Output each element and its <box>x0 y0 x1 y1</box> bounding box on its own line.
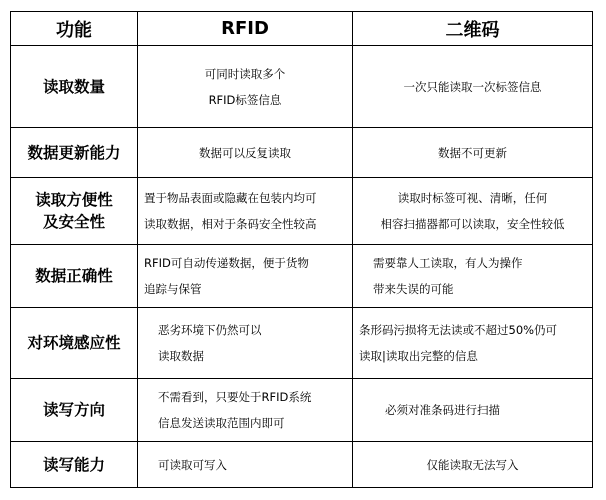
rfid-cell: 置于物品表面或隐藏在包装内均可 读取数据，相对于条码安全性较高 <box>138 178 353 245</box>
row-label: 读写能力 <box>11 442 138 488</box>
row-label: 读取数量 <box>11 46 138 128</box>
row-label: 数据更新能力 <box>11 128 138 178</box>
comparison-table <box>10 11 593 488</box>
rfid-cell: 数据可以反复读取 <box>138 128 353 178</box>
qr-cell: 必须对准条码进行扫描 <box>353 379 593 442</box>
qr-cell: 读取时标签可视、清晰，任何 相容扫描器都可以读取，安全性较低 <box>353 178 593 245</box>
table-row <box>11 379 593 442</box>
row-label: 对环境感应性 <box>11 308 138 379</box>
table-row <box>11 178 593 245</box>
qr-cell: 仅能读取无法写入 <box>353 442 593 488</box>
row-label: 数据正确性 <box>11 245 138 308</box>
row-label: 读取方便性 及安全性 <box>11 178 138 245</box>
rfid-cell: 可同时读取多个 RFID标签信息 <box>138 46 353 128</box>
qr-cell: 条形码污损将无法读或不超过50%仍可 读取|读取出完整的信息 <box>353 308 593 379</box>
table-row <box>11 245 593 308</box>
rfid-cell: 恶劣环境下仍然可以 读取数据 <box>138 308 353 379</box>
table-row <box>11 308 593 379</box>
header-function: 功能 <box>11 12 138 46</box>
rfid-cell: 可读取可写入 <box>138 442 353 488</box>
qr-cell: 需要靠人工读取，有人为操作 带来失误的可能 <box>353 245 593 308</box>
qr-cell: 一次只能读取一次标签信息 <box>353 46 593 128</box>
rfid-cell: 不需看到，只要处于RFID系统 信息发送读取范围内即可 <box>138 379 353 442</box>
rfid-cell: RFID可自动传递数据，便于货物 追踪与保管 <box>138 245 353 308</box>
table-row <box>11 128 593 178</box>
table-row <box>11 46 593 128</box>
header-rfid: RFID <box>138 12 353 46</box>
header-row <box>11 12 593 46</box>
header-qr-code: 二维码 <box>353 12 593 46</box>
row-label: 读写方向 <box>11 379 138 442</box>
qr-cell: 数据不可更新 <box>353 128 593 178</box>
table-row <box>11 442 593 488</box>
